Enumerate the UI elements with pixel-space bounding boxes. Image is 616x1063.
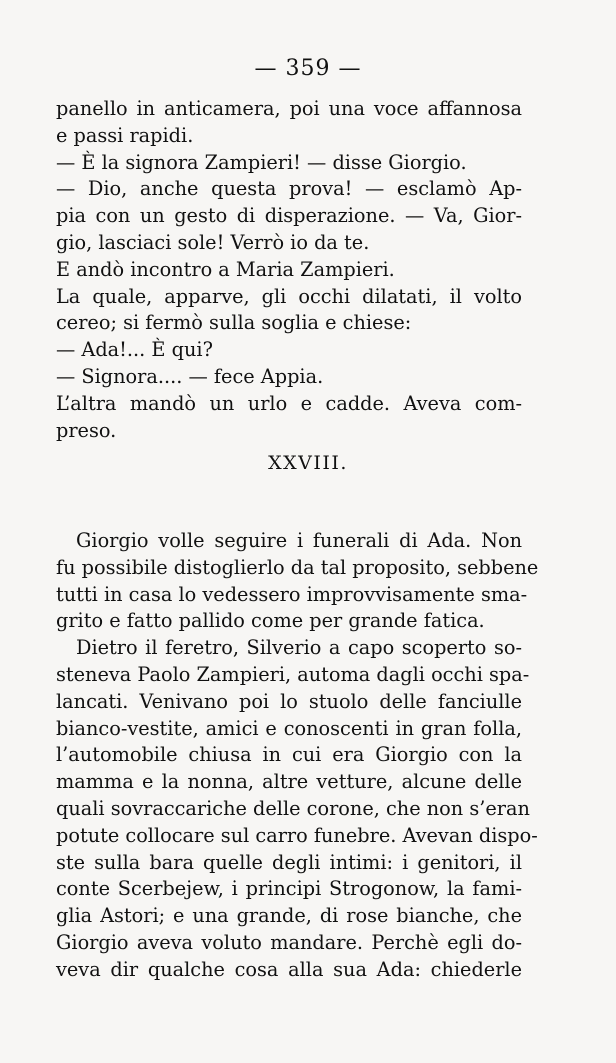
text-line: Dietro il feretro, Silverio a capo scoperto so- [76, 636, 522, 660]
text-line: fu possibile distoglierlo da tal proposito, sebbene [56, 555, 539, 579]
text-line: steneva Paolo Zampieri, automa dagli occhi spa- [56, 662, 530, 686]
text-line: gio, lasciaci sole! Verrò io da te. [56, 230, 370, 254]
text-line: panello in anticamera, poi una voce affannosa [56, 97, 522, 120]
text-line: l’automobile chiusa in cui era Giorgio con la [56, 743, 522, 767]
text-line: conte Scerbejew, i principi Strogonow, la fami- [56, 877, 522, 901]
text-line: pia con un gesto di disperazione. — Va, Gior- [56, 204, 522, 228]
chapter-heading: XXVIII. [268, 452, 348, 474]
text-block-chapter-xxviii [56, 528, 539, 984]
text-line: bianco-vestite, amici e conoscenti in gran folla, [56, 716, 522, 740]
text-line: lancati. Venivano poi lo stuolo delle fanciulle [56, 689, 522, 713]
text-line: — Signora.... — fece Appia. [56, 364, 324, 388]
text-line: — Ada!... È qui? [56, 338, 213, 362]
text-line: quali sovraccariche delle corone, che non s’eran [56, 796, 530, 820]
text-line: ste sulla bara quelle degli intimi: i genitori, il [56, 850, 522, 874]
text-line: L’altra mandò un urlo e cadde. Aveva com- [56, 391, 522, 415]
text-line: Giorgio aveva voluto mandare. Perchè egli do- [56, 930, 522, 954]
text-line: grito e fatto pallido come per grande fatica. [56, 609, 485, 633]
text-line: e passi rapidi. [56, 123, 194, 147]
text-line: — È la signora Zampieri! — disse Giorgio. [56, 150, 467, 174]
text-block-before-chapter [56, 96, 522, 444]
text-line: Giorgio volle seguire i funerali di Ada. Non [76, 529, 522, 552]
text-line: La quale, apparve, gli occhi dilatati, il volto [56, 284, 522, 308]
page-number: — 359 — [254, 56, 362, 81]
text-line: mamma e la nonna, altre vetture, alcune delle [56, 770, 522, 794]
text-line: veva dir qualche cosa alla sua Ada: chiederle [56, 957, 522, 981]
text-line: tutti in casa lo vedessero improvvisamente sma- [56, 582, 528, 606]
text-line: glia Astori; e una grande, di rose bianche, che [56, 904, 522, 928]
text-line: potute collocare sul carro funebre. Avevan dispo- [56, 823, 538, 847]
text-line: cereo; si fermò sulla soglia e chiese: [56, 311, 412, 335]
text-line: — Dio, anche questa prova! — esclamò Ap- [56, 177, 522, 201]
text-line: preso. [56, 418, 117, 442]
text-line: E andò incontro a Maria Zampieri. [56, 257, 395, 281]
